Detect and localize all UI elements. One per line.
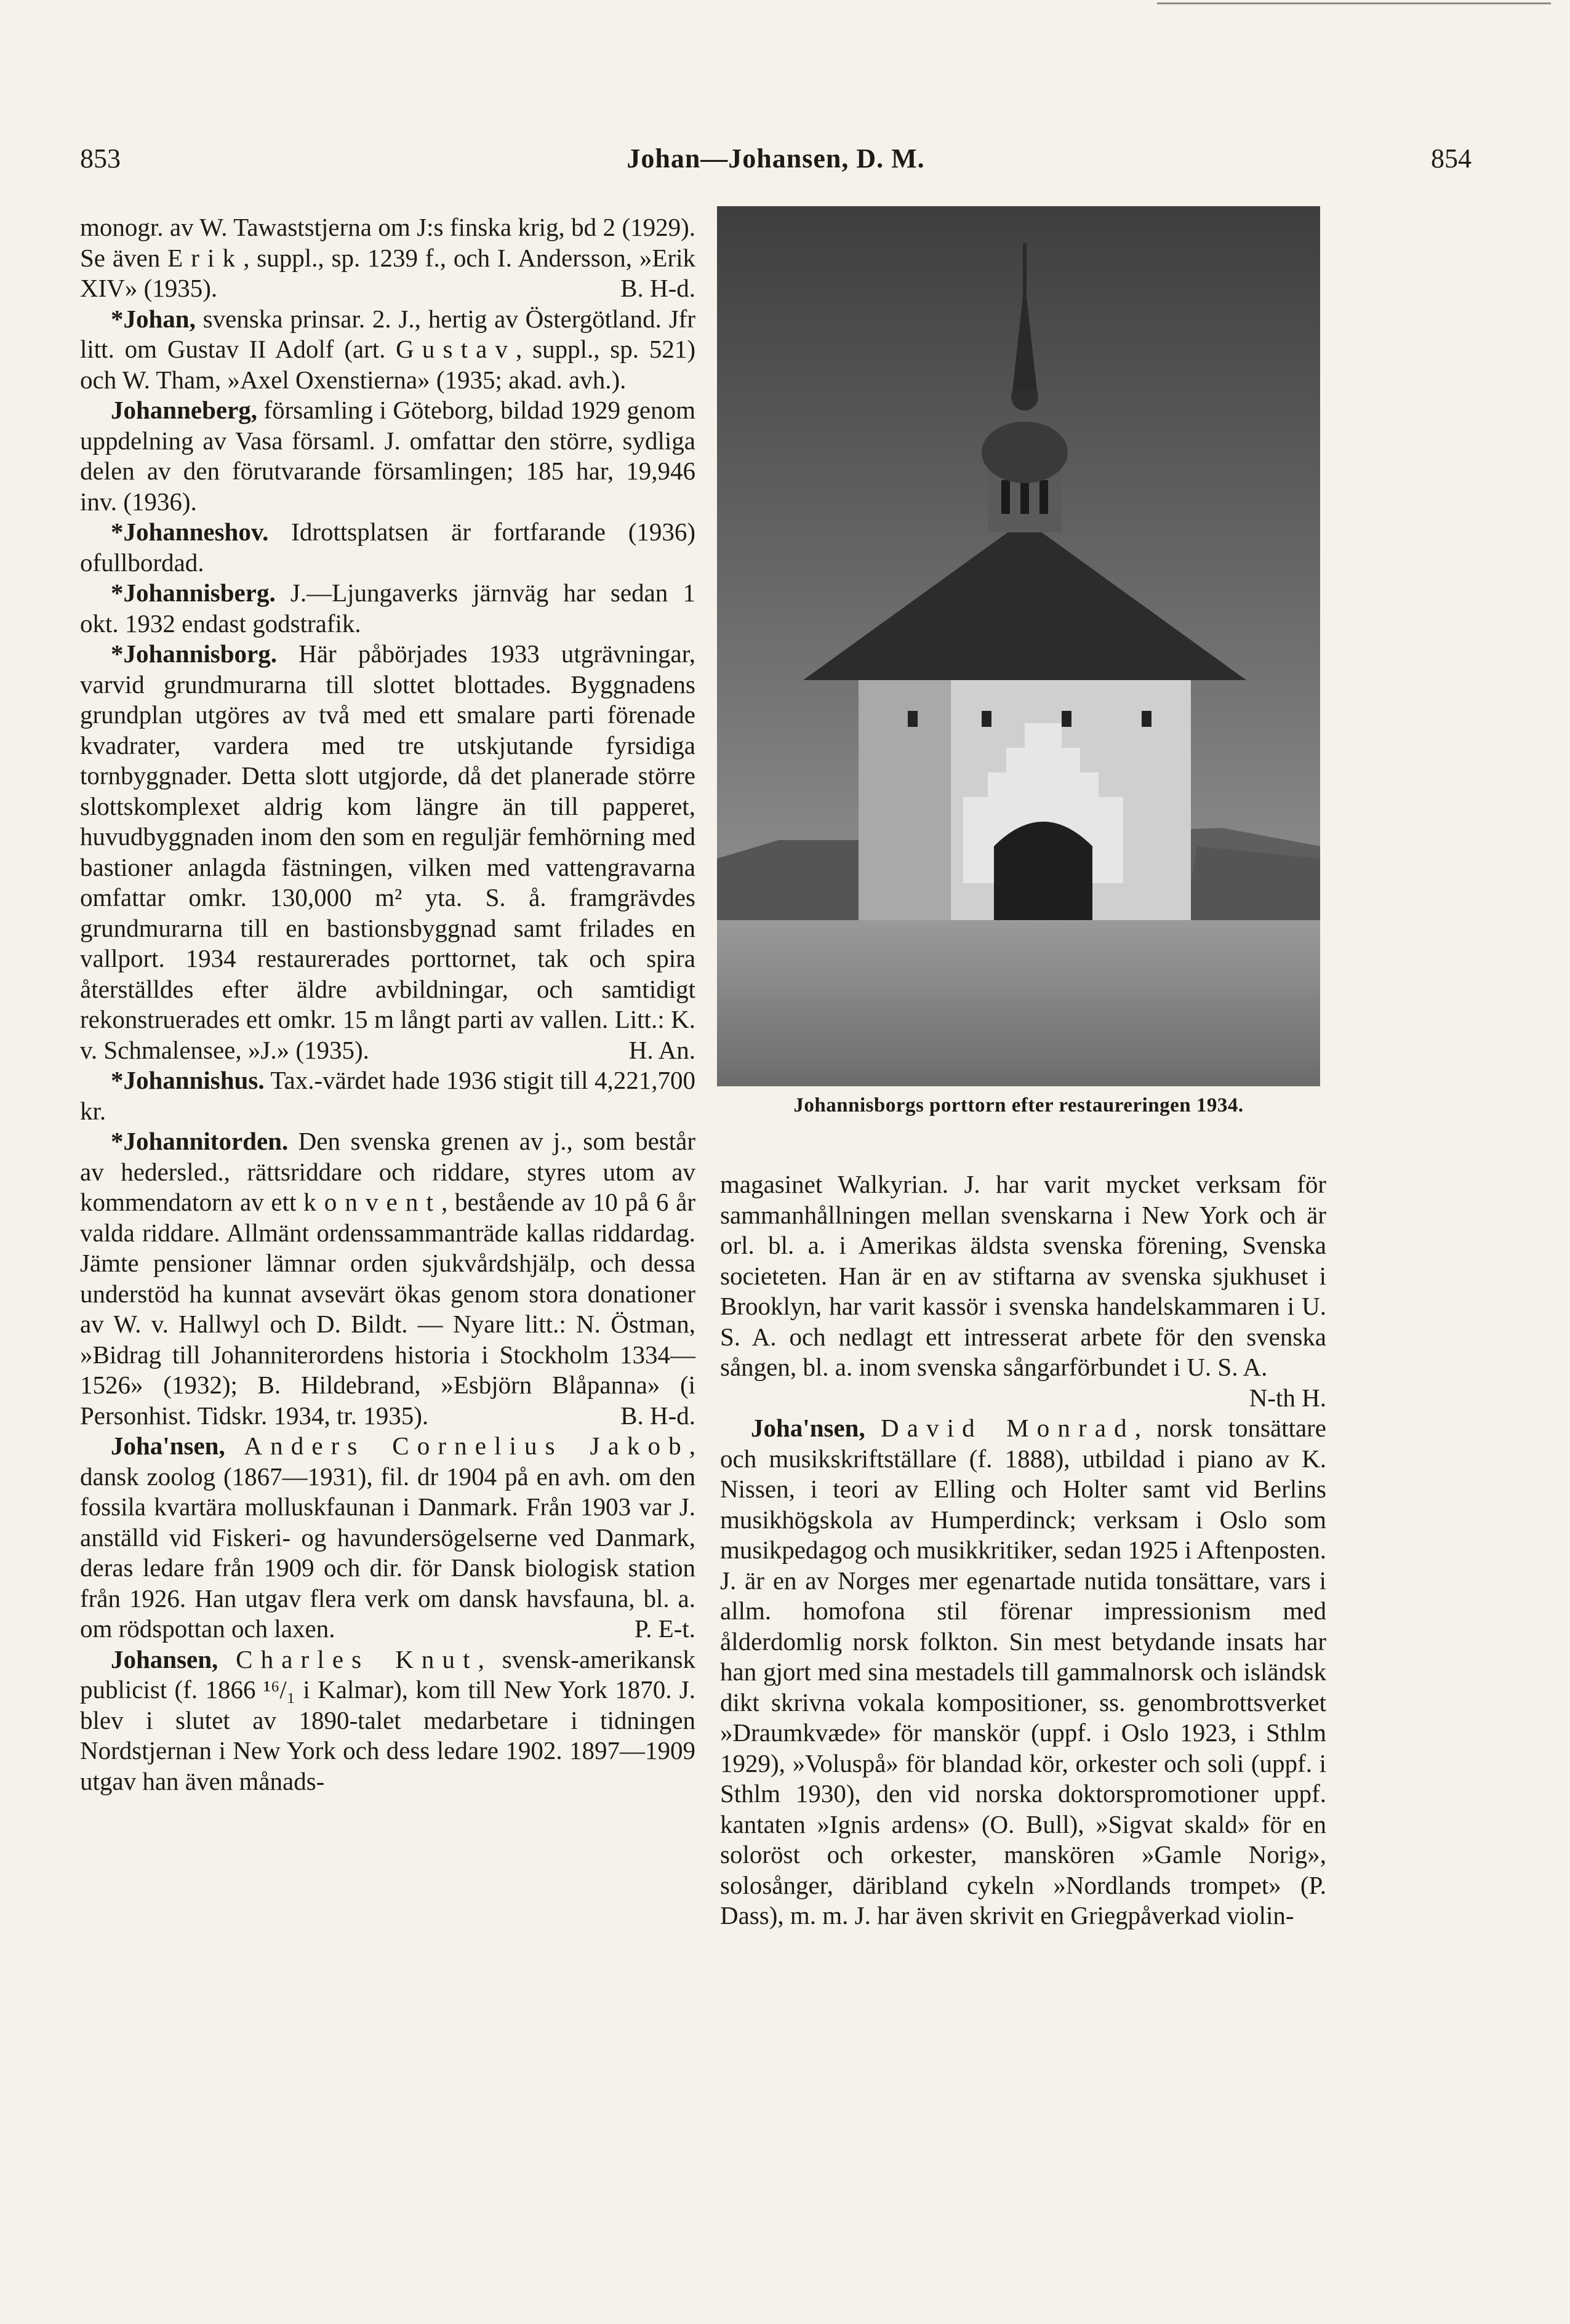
entry-text (218, 1645, 236, 1673)
page-header (80, 143, 1472, 186)
article-entry (80, 304, 695, 396)
entry-text (865, 1414, 881, 1442)
entry-text: , norsk tonsättare och musikskriftställare (f. 1888), utbildad i piano av K. Nissen, i teori av Elling och Holter samt vid Berlins musikhögskola av Humperdinck; verksam i Oslo som musikpedagog och musikkritiker, sedan 1925 i Aftenposten. J. är en av Norges mer egenartade nutida tonsättare, vars i allm. homofona stil förenar impressionism med ålderdomlig norsk folkton. Sin mest betydande insats har han gjort med sina mestadels till gammalnorsk och isländsk dikt skrivna vokala kompositioner, ss. genombrottsverket »Draumkvæde» för manskör (uppf. i Oslo 1923, i Sthlm 1929), »Voluspå» för blandad kör, orkester och soli (uppf. i Sthlm 1930), den vid norska doktorspromotioner uppf. kantaten »Ignis ardens» (O. Bull), »Sigvat skald» för en soloröst och orkester, manskören »Gamle Norig», solosånger, däribland cykeln »Nordlands trompet» (P. Dass), m. m. J. har även skrivit en Griegpåverkad violin- (720, 1414, 1327, 1929)
author-signature: B. H-d. (620, 1401, 695, 1430)
scan-edge-line (1157, 2, 1551, 4)
left-column (80, 212, 695, 1797)
entry-headword: *Johannitorden. (111, 1127, 289, 1155)
entry-headword: *Johannisborg. (111, 639, 278, 668)
entry-text: , suppl., sp. 1239 f., och I. Andersson, »Erik XIV» (1935). (80, 243, 695, 302)
author-signature: B. H-d. (620, 274, 695, 302)
entry-spaced-name: Anders Cornelius Jakob (244, 1432, 689, 1460)
entry-text: monogr. av W. Tawaststjerna om J:s finska krig, bd 2 (1929). Se även (80, 213, 695, 272)
article-entry (80, 1126, 695, 1431)
entry-headword: Joha'nsen, (751, 1414, 865, 1442)
entry-spaced-name: Charles Knut (236, 1645, 478, 1673)
article-entry (80, 639, 695, 1065)
entry-text: , bestående av 10 på 6 år valda riddare. Allmänt ordenssammanträde kallas riddardag. Jämte pensioner lämnar orden sjukvårdshjälp, och dessa understöd ha kunnat avsevärt ökas genom stora donationer av W. v. Hallwyl och D. Bildt. — Nyare litt.: N. Östman, »Bidrag till Johanniterordens historia i Stockholm 1334—1526» (1932); B. Hildebrand, »Esbjörn Blåpanna» (i Personhist. Tidskr. 1934, tr. 1935). (80, 1188, 695, 1430)
figure-caption: Johannisborgs porttorn efter restaureringen 1934. (793, 1094, 1244, 1116)
page-number-left: 853 (80, 143, 121, 174)
entry-headword: *Johanneshov. (111, 518, 269, 546)
running-head: Johan—Johansen, D. M. (627, 143, 925, 174)
author-signature: P. E-t. (634, 1614, 695, 1643)
article-entry (80, 1645, 695, 1797)
entry-text: Idrottsplatsen är fortfarande (1936) ofullbordad. (80, 518, 695, 577)
entry-spaced-name: David Monrad (880, 1414, 1135, 1442)
article-entry (80, 1431, 695, 1645)
entry-text: , suppl., sp. 521) och W. Tham, »Axel Oxenstierna» (1935; akad. avh.). (80, 335, 695, 394)
author-signature: H. An. (628, 1035, 695, 1064)
gate-tower-illustration (717, 206, 1320, 1086)
entry-text (225, 1432, 244, 1460)
article-entry (720, 1169, 1326, 1413)
photo-johannisborg-gate-tower (717, 206, 1320, 1086)
entry-headword: *Johannishus. (111, 1066, 265, 1094)
entry-text: J.—Ljungaverks järnväg har sedan 1 okt. 1932 endast godstrafik. (80, 579, 695, 638)
author-signature: N-th H. (1249, 1383, 1326, 1412)
entry-headword: Johansen, (111, 1645, 218, 1673)
entry-text: församling i Göteborg, bildad 1929 genom uppdelning av Vasa församl. J. omfattar den större, sydliga delen av den förutvarande församlingen; 185 har, 19,946 inv. (1936). (80, 396, 695, 516)
article-entry (80, 517, 695, 578)
article-entry (80, 578, 695, 639)
entry-text: Tax.-värdet hade 1936 stigit till 4,221,700 kr. (80, 1066, 695, 1125)
entry-text: magasinet Walkyrian. J. har varit mycket verksam för sammanhållningen mellan svenskarna i New York och är orl. bl. a. i Amerikas äldsta svenska förening, Svenska societeten. Han är en av stiftarna av svenska sjukhuset i Brooklyn, har varit kassör i svenska handelskammaren i U. S. A. och nedlagt ett intresserat arbete för den svenska sången, bl. a. inom svenska sångarförbundet i U. S. A. (720, 1170, 1326, 1381)
entry-spaced-name: konvent (303, 1188, 442, 1216)
article-entry (80, 1065, 695, 1126)
article-entry (80, 212, 695, 304)
entry-text: Den svenska grenen av j., som består av hedersled., rättsriddare och riddare, styres utom av kommendatorn av ett (80, 1127, 695, 1216)
entry-headword: *Johan, (111, 304, 196, 333)
entry-spaced-name: Gustav (396, 335, 516, 363)
article-entry (720, 1413, 1326, 1931)
article-entry (80, 395, 695, 517)
entry-text: , svensk-amerikansk publicist (f. 1866 ¹⁶/₁ i Kalmar), kom till New York 1870. J. blev i slutet av 1890-talet medarbetare i tidningen Nordstjernan i New York och dess ledare 1902. 1897—1909 utgav han även månads- (80, 1645, 696, 1795)
entry-headword: Joha'nsen, (111, 1432, 225, 1460)
entry-text: Här påbörjades 1933 utgrävningar, varvid grundmurarna till slottet blottades. Byggnadens grundplan utgöres av två med ett smalare parti förenade kvadrater, vardera med tre utskjutande fyrsidiga tornbyggnader. Detta slott utgjorde, då det planerade större slottskomplexet aldrig kom längre än till papperet, huvudbyggnaden inom den som en reguljär femhörning med bastioner anlagda fästningen, vilken med vattengravarna omfattar omkr. 130,000 m² yta. S. å. framgrävdes grundmurarna till en bastionsbyggnad samt frilades en vallport. 1934 restaurerades porttornet, tak och spira återställdes efter äldre avbildningar, och samtidigt rekonstruerades ett omkr. 15 m långt parti av vallen. Litt.: K. v. Schmalensee, »J.» (1935). (80, 639, 695, 1064)
page-number-right: 854 (1431, 143, 1472, 174)
right-column (720, 1169, 1326, 1931)
entry-text: svenska prinsar. 2. J., hertig av Östergötland. Jfr litt. om Gustav II Adolf (art. (80, 304, 695, 363)
entry-headword: *Johannisberg. (111, 579, 276, 607)
entry-headword: Johanneberg, (111, 396, 258, 424)
entry-spaced-name: Erik (167, 243, 244, 272)
entry-text: , dansk zoolog (1867—1931), fil. dr 1904 på en avh. om den fossila kvartära molluskfaunan i Danmark. Från 1903 var J. anställd vid Fiskeri- og havundersögelserne ved Danmark, deras ledare från 1909 och dir. för Dansk biologisk station från 1926. Han utgav flera verk om dansk havsfauna, bl. a. om rödspottan och laxen. (80, 1432, 695, 1643)
